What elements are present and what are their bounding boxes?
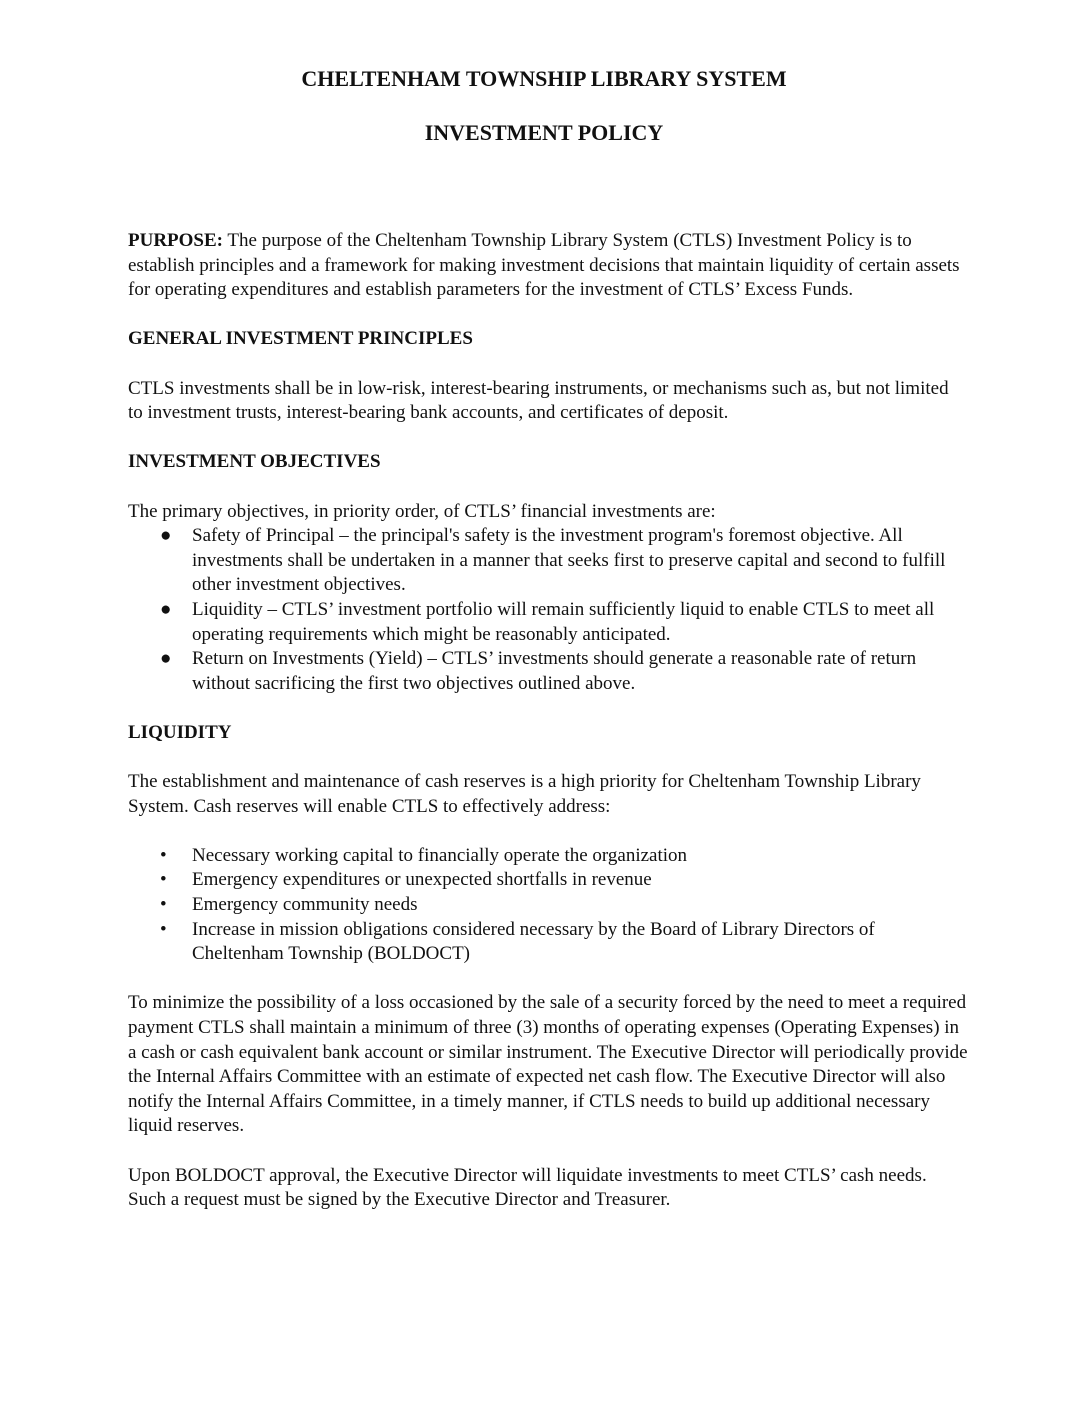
list-item-text: Return on Investments (Yield) – CTLS’ investments should generate a reasonable rate of return without sacrificing the first two objectives outlined above. [192,648,917,694]
bullet-icon: • [160,869,167,891]
bullet-icon: ● [160,525,172,547]
list-item-text: Emergency community needs [192,894,418,916]
liquidity-paragraph: To minimize the possibility of a loss occasioned by the sale of a security forced by the need to meet a required payment CTLS shall maintain a minimum of three (3) months of operating expenses (Operating Expenses) in a cash or cash equivalent bank account or similar instrument. The Executive Director will periodically provide the Internal Affairs Committee with an estimate of expected net cash flow. The Executive Director will also notify the Internal Affairs Committee, in a timely manner, if CTLS needs to build up additional necessary liquid reserves. [128,992,968,1137]
list-item [128,844,968,869]
liquidity-list [128,844,968,967]
list-item-text: Liquidity – CTLS’ investment portfolio will remain sufficiently liquid to enable CTLS to meet all operating requirements which might be reasonably anticipated. [192,598,935,645]
objectives-list [128,524,968,696]
bullet-icon: ● [160,598,172,620]
objectives-intro: The primary objectives, in priority order, of CTLS’ financial investments are: [128,500,716,522]
list-item [128,524,968,598]
bullet-icon: • [160,844,167,866]
list-item [128,868,968,893]
purpose-paragraph [128,229,968,303]
general-principles-text: CTLS investments shall be in low-risk, interest-bearing instruments, or mechanisms such as, but not limited to investment trusts, interest-bearing bank accounts, and certificates of deposit. [128,377,949,424]
bullet-icon: • [160,894,167,916]
bullet-icon: ● [160,648,172,670]
list-item-text: Emergency expenditures or unexpected shortfalls in revenue [192,869,652,891]
list-item-text: Necessary working capital to financially operate the organization [192,844,688,866]
document-title: CHELTENHAM TOWNSHIP LIBRARY SYSTEM [301,66,787,91]
document-body [128,229,968,1213]
list-item-text: Safety of Principal – the principal's safety is the investment program's foremost objective. All investments shall be undertaken in a manner that seeks first to preserve capital and second to fulfill other investment objectives. [192,525,946,596]
bullet-icon: • [160,918,167,940]
purpose-label: PURPOSE: [128,230,223,251]
document-subtitle: INVESTMENT POLICY [424,120,664,145]
list-item [128,647,968,696]
objectives-heading: INVESTMENT OBJECTIVES [128,451,381,473]
general-principles-heading: GENERAL INVESTMENT PRINCIPLES [128,328,473,350]
liquidity-approval-paragraph: Upon BOLDOCT approval, the Executive Director will liquidate investments to meet CTLS’ cash needs. Such a request must be signed by the Executive Director and Treasurer. [128,1164,927,1211]
purpose-text: The purpose of the Cheltenham Township Library System (CTLS) Investment Policy is to establish principles and a framework for making investment decisions that maintain liquidity of certain assets for operating expenditures and establish parameters for the investment of CTLS’ Excess Funds. [128,230,960,301]
list-item [128,893,968,918]
list-item [128,598,968,647]
list-item [128,918,968,967]
liquidity-heading: LIQUIDITY [128,721,232,743]
liquidity-intro: The establishment and maintenance of cash reserves is a high priority for Cheltenham Township Library System. Cash reserves will enable CTLS to effectively address: [128,771,921,817]
list-item-text: Increase in mission obligations considered necessary by the Board of Library Directors of Cheltenham Township (BOLDOCT) [192,918,875,965]
